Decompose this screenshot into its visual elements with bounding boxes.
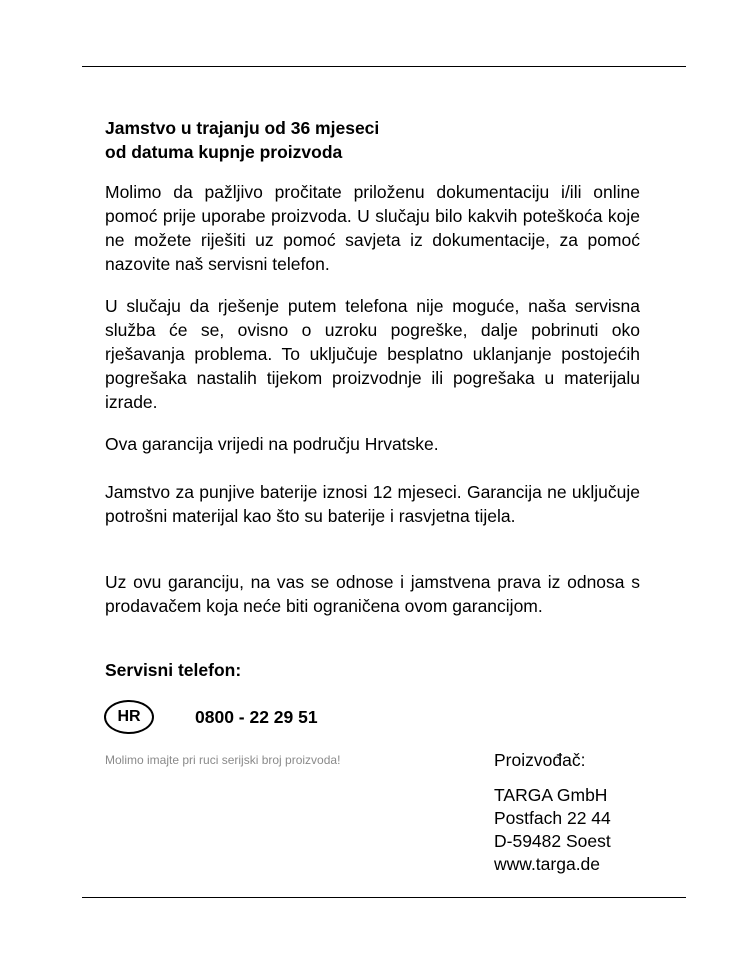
paragraph-validity-region: Ova garancija vrijedi na području Hrvatske. [105,434,439,454]
manufacturer-postbox: Postfach 22 44 [494,808,611,828]
paragraph-service-support: U slučaju da rješenje putem telefona nije moguće, naša servisna služba će se, ovisno o uzroku pogreške, dalje pobrinuti oko rješavanja problema. To uključuje besplatno uklanjanje postojećih pogrešaka nastalih tijekom proizvodnje ili pogrešaka u materijalu izrade. [105,296,640,412]
paragraph-battery-warranty: Jamstvo za punjive baterije iznosi 12 mjeseci. Garancija ne uključuje potrošni materijal kao što su baterije i rasvjetna tijela. [105,482,640,526]
country-code-text: HR [117,708,141,725]
paragraph-documentation: Molimo da pažljivo pročitate priloženu dokumentaciju i/ili online pomoć prije uporabe proizvoda. U slučaju bilo kakvih poteškoća koje ne možete riješiti uz pomoć savjeta iz dokumentacije, za pomoć nazovite naš servisni telefon. [105,182,640,274]
warranty-heading [105,116,645,164]
service-phone-label: Servisni telefon: [105,660,242,680]
service-phone-number[interactable]: 0800 - 22 29 51 [195,707,318,727]
manufacturer-website-link[interactable]: www.targa.de [494,854,601,874]
country-code-badge [104,700,154,734]
paragraph-seller-rights: Uz ovu garanciju, na vas se odnose i jamstvena prava iz odnosa s prodavačem koja neće biti ograničena ovom garancijom. [105,572,640,616]
serial-number-note: Molimo imajte pri ruci serijski broj proizvoda! [105,753,341,767]
manufacturer-address [494,784,611,876]
manufacturer-city: D-59482 Soest [494,831,611,851]
warranty-heading-line-1: Jamstvo u trajanju od 36 mjeseci [105,118,380,138]
manufacturer-company: TARGA GmbH [494,785,608,805]
warranty-heading-line-2: od datuma kupnje proizvoda [105,142,343,162]
manufacturer-label: Proizvođač: [494,750,586,770]
top-divider [82,66,686,67]
bottom-divider [82,897,686,898]
